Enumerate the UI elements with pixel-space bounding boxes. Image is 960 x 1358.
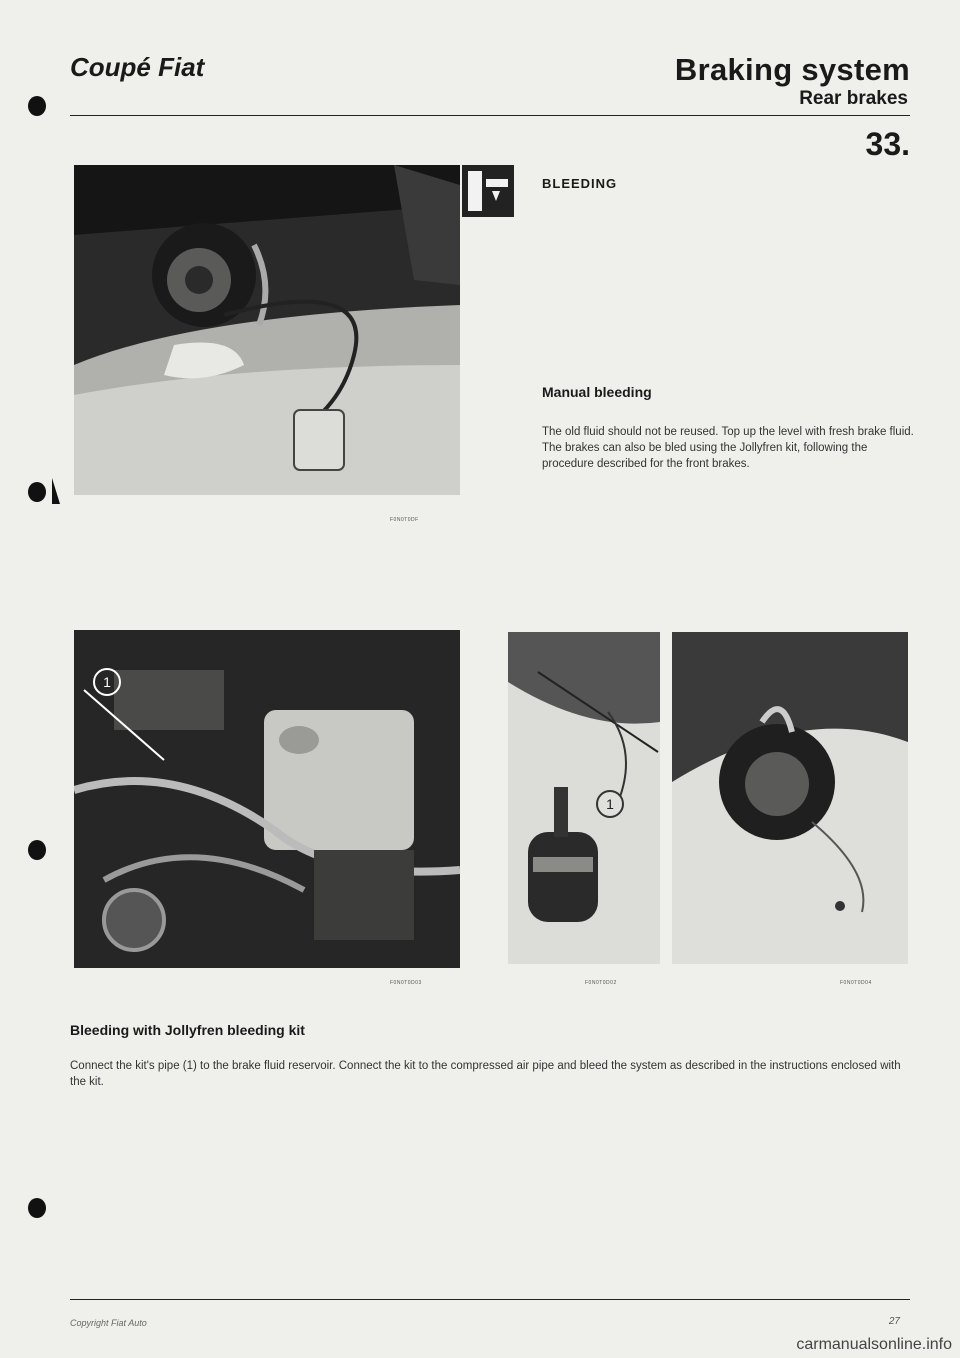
callout-marker: 1 <box>596 790 624 818</box>
figure-code: F0N0T0D03 <box>390 980 422 986</box>
section-heading: BLEEDING <box>542 176 618 191</box>
figure-code: F0N0T0DF <box>390 517 419 523</box>
arrow-marker-icon <box>52 478 60 504</box>
photo-rear-wheel-bleeding <box>74 165 460 495</box>
figure-code: F0N0T0D02 <box>585 980 617 986</box>
footer-page-number: 27 <box>888 1316 900 1327</box>
binder-hole <box>28 96 46 116</box>
brand-title: Coupé Fiat <box>70 52 205 82</box>
section-subtitle: Rear brakes <box>799 88 908 109</box>
photo-engine-bay-reservoir <box>74 630 460 968</box>
photo-jollyfren-kit <box>508 632 660 964</box>
header-divider <box>70 115 910 116</box>
subheading-jollyfren: Bleeding with Jollyfren bleeding kit <box>70 1022 305 1038</box>
section-title: Braking system <box>674 52 910 87</box>
binder-hole <box>28 1198 46 1218</box>
watermark-text: carmanualsonline.info <box>796 1336 952 1353</box>
subheading-manual-bleeding: Manual bleeding <box>542 384 652 400</box>
copyright-text: Copyright Fiat Auto <box>70 1318 147 1328</box>
figure-code: F0N0T0D04 <box>840 980 872 986</box>
jollyfren-text: Connect the kit's pipe (1) to the brake fluid reservoir. Connect the kit to the compressed air pipe and bleed the system as described in the instructions enclosed with the kit. <box>70 1060 901 1088</box>
paragraph: The old fluid should not be reused. Top up the level with fresh brake fluid. <box>542 426 914 438</box>
footer-divider <box>70 1299 910 1300</box>
binder-hole <box>28 840 46 860</box>
paragraph: The brakes can also be bled using the Jollyfren kit, following the procedure described for the front brakes. <box>542 442 868 470</box>
binder-hole <box>28 482 46 502</box>
page-number: 33. <box>865 126 910 162</box>
bleeding-procedure-icon <box>462 165 514 217</box>
photo-rear-brake-connection <box>672 632 908 964</box>
manual-bleeding-text <box>542 424 914 472</box>
callout-marker: 1 <box>93 668 121 696</box>
